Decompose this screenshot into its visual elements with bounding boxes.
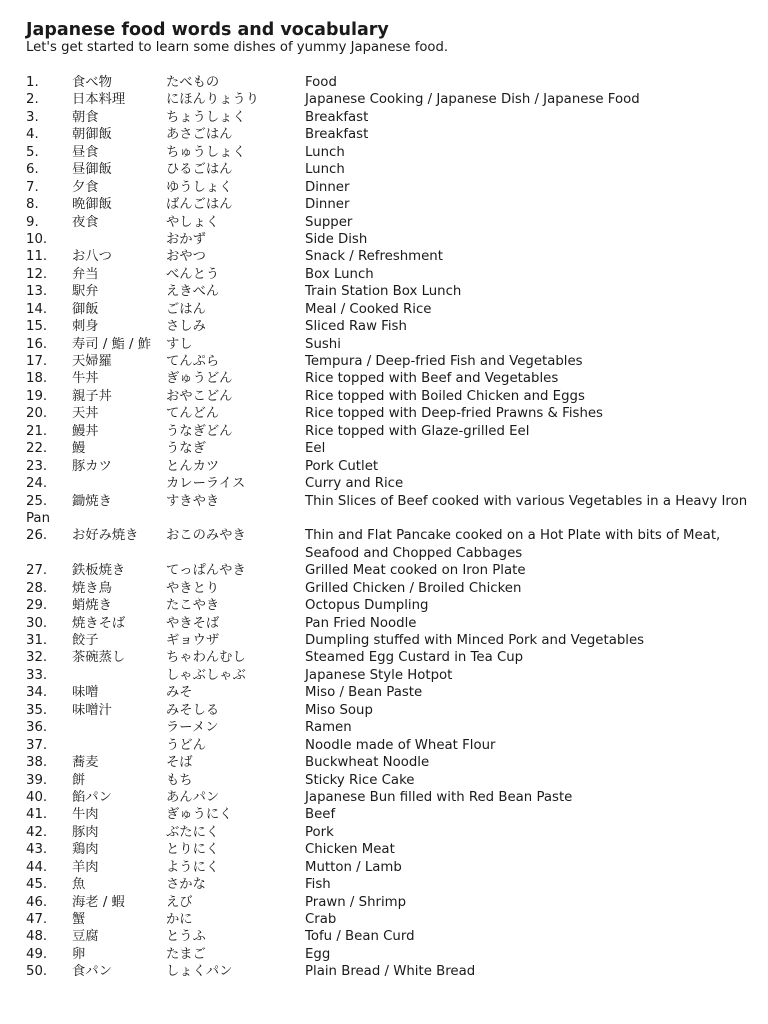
kana-reading: うどん bbox=[166, 737, 206, 753]
vocab-row bbox=[0, 963, 768, 980]
english-meaning: Lunch bbox=[305, 144, 345, 160]
english-meaning: Octopus Dumpling bbox=[305, 598, 429, 614]
english-meaning: Eel bbox=[305, 441, 326, 457]
kanji-term: 卵 bbox=[72, 946, 86, 962]
kanji-term: 食べ物 bbox=[72, 75, 112, 90]
kanji-term: 牛肉 bbox=[72, 807, 99, 823]
english-meaning: Curry and Rice bbox=[305, 476, 404, 492]
item-number: 21. bbox=[26, 423, 48, 439]
vocab-row bbox=[0, 719, 768, 736]
english-meaning: Japanese Bun filled with Red Bean Paste bbox=[305, 789, 573, 805]
vocab-row bbox=[0, 911, 768, 928]
english-meaning: Miso / Bean Paste bbox=[305, 685, 423, 701]
kana-reading: みそしる bbox=[166, 702, 220, 718]
kanji-term: 餡パン bbox=[72, 789, 112, 805]
english-meaning: Beef bbox=[305, 807, 336, 823]
vocab-row bbox=[0, 91, 768, 108]
item-number: 50. bbox=[26, 964, 48, 980]
english-meaning: Miso Soup bbox=[305, 702, 373, 718]
kanji-term: 朝御飯 bbox=[72, 127, 112, 143]
vocab-row bbox=[0, 109, 768, 126]
item-number: 11. bbox=[26, 249, 48, 265]
item-number: 18. bbox=[26, 371, 48, 387]
vocab-row bbox=[0, 440, 768, 457]
vocab-row bbox=[0, 248, 768, 265]
kanji-term: 夜食 bbox=[72, 214, 99, 230]
item-number: 42. bbox=[26, 824, 48, 840]
item-number: 8. bbox=[26, 197, 39, 213]
item-number: 37. bbox=[26, 737, 48, 753]
item-number: 28. bbox=[26, 580, 48, 596]
english-meaning: Steamed Egg Custard in Tea Cup bbox=[305, 650, 524, 666]
kana-reading: さかな bbox=[166, 877, 206, 893]
vocab-row bbox=[0, 894, 768, 911]
vocab-row bbox=[0, 859, 768, 876]
kana-reading: やしょく bbox=[166, 214, 220, 230]
vocab-row bbox=[0, 353, 768, 370]
kana-reading: もち bbox=[166, 772, 193, 788]
kanji-term: 寿司 / 鮨 / 鮓 bbox=[72, 336, 152, 352]
item-number: 38. bbox=[26, 755, 48, 771]
item-number: 25. bbox=[26, 493, 48, 509]
english-meaning: Pork Cutlet bbox=[305, 458, 379, 474]
english-meaning: Plain Bread / White Bread bbox=[305, 964, 476, 980]
vocab-row bbox=[0, 301, 768, 318]
english-meaning: Meal / Cooked Rice bbox=[305, 301, 432, 317]
kanji-term: 晩御飯 bbox=[72, 197, 112, 213]
english-meaning: Sliced Raw Fish bbox=[305, 319, 407, 335]
english-meaning: Box Lunch bbox=[305, 266, 374, 282]
kanji-term: 魚 bbox=[72, 877, 86, 893]
kanji-term: 天婦羅 bbox=[72, 354, 112, 369]
item-number: 19. bbox=[26, 388, 48, 404]
kanji-term: 海老 / 蝦 bbox=[72, 894, 125, 910]
english-meaning: Chicken Meat bbox=[305, 842, 395, 858]
item-number: 49. bbox=[26, 946, 48, 962]
vocab-row bbox=[0, 196, 768, 213]
vocab-row bbox=[0, 824, 768, 841]
vocab-row bbox=[0, 388, 768, 405]
item-number: 10. bbox=[26, 231, 48, 247]
kanji-term: 鰻丼 bbox=[72, 423, 99, 439]
kana-reading: ちゃわんむし bbox=[166, 650, 246, 666]
item-number: 43. bbox=[26, 842, 48, 858]
kana-reading: みそ bbox=[166, 685, 193, 701]
english-meaning: Crab bbox=[305, 912, 337, 928]
kanji-term: 駅弁 bbox=[72, 284, 99, 300]
kanji-term: 食パン bbox=[72, 964, 112, 980]
item-number: 4. bbox=[26, 127, 39, 143]
kanji-term: 焼きそば bbox=[72, 615, 126, 631]
vocab-row bbox=[0, 946, 768, 963]
english-meaning: Sticky Rice Cake bbox=[305, 772, 415, 788]
kana-reading: ラーメン bbox=[166, 720, 219, 736]
kana-reading: てっぱんやき bbox=[166, 563, 246, 579]
kana-reading: てんどん bbox=[166, 406, 220, 422]
kana-reading: とうふ bbox=[166, 929, 206, 945]
item-number: 14. bbox=[26, 301, 48, 317]
item-number: 48. bbox=[26, 929, 48, 945]
vocab-row bbox=[0, 876, 768, 893]
item-number: 46. bbox=[26, 894, 48, 910]
english-meaning: Thin and Flat Pancake cooked on a Hot Plate with bits of Meat, Seafood and Chopped Cabbages bbox=[305, 528, 721, 561]
vocab-row bbox=[0, 318, 768, 335]
kana-reading: ようにく bbox=[166, 859, 220, 875]
kana-reading: しゃぶしゃぶ bbox=[166, 667, 246, 683]
kana-reading: やきそば bbox=[166, 615, 220, 631]
item-number: 1. bbox=[26, 75, 39, 90]
kana-reading: ひるごはん bbox=[166, 162, 233, 178]
item-number: 26. bbox=[26, 528, 48, 544]
english-meaning: Breakfast bbox=[305, 109, 369, 125]
kanji-term: 鰻 bbox=[72, 441, 86, 457]
english-meaning: Mutton / Lamb bbox=[305, 859, 402, 875]
vocab-row bbox=[0, 737, 768, 754]
vocab-row bbox=[0, 789, 768, 806]
kanji-term: 日本料理 bbox=[72, 92, 126, 108]
item-number: 16. bbox=[26, 336, 48, 352]
kana-reading: さしみ bbox=[166, 319, 206, 335]
english-meaning: Buckwheat Noodle bbox=[305, 755, 430, 771]
kanji-term: 豚カツ bbox=[72, 458, 112, 474]
item-number: 3. bbox=[26, 109, 39, 125]
kana-reading: カレーライス bbox=[166, 476, 246, 492]
english-meaning: Train Station Box Lunch bbox=[305, 284, 462, 300]
english-meaning: Noodle made of Wheat Flour bbox=[305, 737, 496, 753]
item-number: 32. bbox=[26, 650, 48, 666]
kana-reading: ちゅうしょく bbox=[166, 144, 246, 160]
english-meaning: Ramen bbox=[305, 720, 352, 736]
item-number: 45. bbox=[26, 877, 48, 893]
vocab-row bbox=[0, 841, 768, 858]
vocab-row bbox=[0, 126, 768, 143]
item-number: 2. bbox=[26, 92, 39, 108]
item-number: 5. bbox=[26, 144, 39, 160]
vocab-row bbox=[0, 649, 768, 666]
kanji-term: 親子丼 bbox=[72, 388, 112, 404]
kana-reading: えきべん bbox=[166, 284, 220, 300]
kana-reading: しょくパン bbox=[166, 964, 233, 980]
kanji-term: 鋤焼き bbox=[72, 493, 112, 509]
kana-reading: うなぎ bbox=[166, 441, 206, 457]
english-meaning: Grilled Chicken / Broiled Chicken bbox=[305, 580, 522, 596]
english-meaning: Sushi bbox=[305, 336, 341, 352]
kanji-term: 蟹 bbox=[72, 912, 86, 928]
kanji-term: 鉄板焼き bbox=[72, 563, 126, 579]
kana-reading: えび bbox=[166, 894, 193, 910]
vocab-row bbox=[0, 772, 768, 789]
english-meaning: Rice topped with Beef and Vegetables bbox=[305, 371, 559, 387]
english-meaning: Japanese Style Hotpot bbox=[305, 667, 453, 683]
kana-reading: とりにく bbox=[166, 842, 220, 858]
vocab-row bbox=[0, 527, 768, 562]
english-meaning: Dinner bbox=[305, 197, 350, 213]
item-number: 44. bbox=[26, 859, 48, 875]
english-meaning: Dumpling stuffed with Minced Pork and Vegetables bbox=[305, 633, 645, 649]
item-number: 12. bbox=[26, 266, 48, 282]
kana-reading: そば bbox=[166, 755, 193, 771]
english-meaning-continued: Pan bbox=[26, 510, 50, 526]
kanji-term: 御飯 bbox=[72, 301, 99, 317]
kana-reading: とんカツ bbox=[166, 458, 220, 474]
kanji-term: 焼き鳥 bbox=[72, 580, 112, 596]
vocab-row bbox=[0, 214, 768, 231]
kana-reading: やきとり bbox=[166, 580, 220, 596]
item-number: 15. bbox=[26, 319, 48, 335]
item-number: 30. bbox=[26, 615, 48, 631]
kanji-term: 味噌汁 bbox=[72, 702, 112, 718]
vocab-row bbox=[0, 667, 768, 684]
vocab-row bbox=[0, 562, 768, 579]
vocab-row bbox=[0, 615, 768, 632]
kanji-term: 昼食 bbox=[72, 144, 99, 160]
kanji-term: 蛸焼き bbox=[72, 598, 112, 614]
vocab-row bbox=[0, 754, 768, 771]
item-number: 6. bbox=[26, 162, 39, 178]
vocab-row bbox=[0, 702, 768, 719]
item-number: 47. bbox=[26, 912, 48, 928]
item-number: 7. bbox=[26, 179, 39, 195]
kanji-term: 天丼 bbox=[72, 406, 99, 422]
vocab-row bbox=[0, 458, 768, 475]
kanji-term: 弁当 bbox=[72, 266, 99, 282]
english-meaning: Egg bbox=[305, 946, 331, 962]
item-number: 17. bbox=[26, 354, 48, 369]
vocab-row bbox=[0, 405, 768, 422]
english-meaning: Prawn / Shrimp bbox=[305, 894, 407, 910]
english-meaning: Pork bbox=[305, 824, 334, 840]
kana-reading: ぶたにく bbox=[166, 824, 220, 840]
item-number: 40. bbox=[26, 789, 48, 805]
vocab-row bbox=[0, 179, 768, 196]
english-meaning: Supper bbox=[305, 214, 353, 230]
kana-reading: ゆうしょく bbox=[166, 179, 233, 195]
kana-reading: にほんりょうり bbox=[166, 92, 260, 108]
kanji-term: 豆腐 bbox=[72, 929, 99, 945]
kanji-term: 茶碗蒸し bbox=[72, 650, 126, 666]
kana-reading: うなぎどん bbox=[166, 423, 233, 439]
kana-reading: おこのみやき bbox=[166, 528, 246, 544]
english-meaning: Breakfast bbox=[305, 127, 369, 143]
kanji-term: お八つ bbox=[72, 249, 112, 265]
vocab-row bbox=[0, 231, 768, 248]
vocab-row bbox=[0, 928, 768, 945]
kana-reading: かに bbox=[166, 912, 193, 928]
vocab-row bbox=[0, 475, 768, 492]
english-meaning: Rice topped with Deep-fried Prawns & Fishes bbox=[305, 406, 603, 422]
vocab-row bbox=[0, 423, 768, 440]
vocab-row bbox=[0, 370, 768, 387]
vocab-row bbox=[0, 336, 768, 353]
kana-reading: たまご bbox=[166, 946, 206, 962]
english-meaning: Japanese Cooking / Japanese Dish / Japanese Food bbox=[305, 92, 640, 108]
english-meaning: Rice topped with Boiled Chicken and Eggs bbox=[305, 388, 585, 404]
kanji-term: 味噌 bbox=[72, 685, 99, 701]
item-number: 36. bbox=[26, 720, 48, 736]
kanji-term: 蕎麦 bbox=[72, 755, 99, 771]
item-number: 31. bbox=[26, 633, 48, 649]
kana-reading: おやつ bbox=[166, 249, 206, 265]
kana-reading: てんぷら bbox=[166, 354, 220, 369]
item-number: 29. bbox=[26, 598, 48, 614]
kanji-term: 牛丼 bbox=[72, 371, 99, 387]
kanji-term: 昼御飯 bbox=[72, 162, 112, 178]
item-number: 41. bbox=[26, 807, 48, 823]
kanji-term: お好み焼き bbox=[72, 528, 139, 544]
english-meaning: Snack / Refreshment bbox=[305, 249, 443, 265]
kanji-term: 餅 bbox=[72, 772, 86, 788]
english-meaning: Side Dish bbox=[305, 231, 368, 247]
kana-reading: あさごはん bbox=[166, 127, 233, 143]
vocab-row bbox=[0, 161, 768, 178]
kana-reading: たこやき bbox=[166, 598, 220, 614]
vocab-row bbox=[0, 266, 768, 283]
kana-reading: すきやき bbox=[166, 493, 220, 509]
vocab-row bbox=[0, 597, 768, 614]
kanji-term: 刺身 bbox=[72, 319, 99, 335]
vocab-row bbox=[0, 684, 768, 701]
kana-reading: ギョウザ bbox=[166, 633, 220, 649]
english-meaning: Fish bbox=[305, 877, 331, 893]
kanji-term: 豚肉 bbox=[72, 824, 99, 840]
english-meaning: Tempura / Deep-fried Fish and Vegetables bbox=[305, 354, 583, 369]
kanji-term: 餃子 bbox=[72, 633, 99, 649]
kana-reading: おかず bbox=[166, 231, 206, 247]
kanji-term: 夕食 bbox=[72, 179, 99, 195]
vocab-row bbox=[0, 283, 768, 300]
item-number: 39. bbox=[26, 772, 48, 788]
kanji-term: 鶏肉 bbox=[72, 842, 99, 858]
kana-reading: ごはん bbox=[166, 301, 206, 317]
item-number: 13. bbox=[26, 284, 48, 300]
kana-reading: ぎゅうにく bbox=[166, 807, 233, 823]
item-number: 23. bbox=[26, 458, 48, 474]
vocab-row bbox=[0, 632, 768, 649]
page-subtitle: Let's get started to learn some dishes of yummy Japanese food. bbox=[26, 40, 449, 55]
english-meaning: Dinner bbox=[305, 179, 350, 195]
vocab-row bbox=[0, 806, 768, 823]
kana-reading: たべもの bbox=[166, 75, 220, 90]
vocab-row bbox=[0, 74, 768, 91]
kanji-term: 羊肉 bbox=[72, 859, 99, 875]
vocab-row bbox=[0, 580, 768, 597]
english-meaning: Food bbox=[305, 75, 337, 90]
english-meaning: Thin Slices of Beef cooked with various Vegetables in a Heavy Iron bbox=[305, 493, 748, 509]
kana-reading: べんとう bbox=[166, 266, 220, 282]
english-meaning: Pan Fried Noodle bbox=[305, 615, 417, 631]
item-number: 35. bbox=[26, 702, 48, 718]
kana-reading: あんパン bbox=[166, 789, 220, 805]
vocabulary-list bbox=[0, 74, 768, 981]
item-number: 24. bbox=[26, 476, 48, 492]
kanji-term: 朝食 bbox=[72, 109, 99, 125]
item-number: 34. bbox=[26, 685, 48, 701]
english-meaning: Tofu / Bean Curd bbox=[305, 929, 415, 945]
item-number: 20. bbox=[26, 406, 48, 422]
page-title: Japanese food words and vocabulary bbox=[26, 20, 389, 40]
item-number: 27. bbox=[26, 563, 48, 579]
item-number: 9. bbox=[26, 214, 39, 230]
kana-reading: ぎゅうどん bbox=[166, 371, 233, 387]
english-meaning: Grilled Meat cooked on Iron Plate bbox=[305, 563, 526, 579]
vocab-row bbox=[0, 144, 768, 161]
english-meaning: Lunch bbox=[305, 162, 345, 178]
kana-reading: ばんごはん bbox=[166, 197, 233, 213]
english-meaning: Rice topped with Glaze-grilled Eel bbox=[305, 423, 530, 439]
kana-reading: すし bbox=[166, 336, 193, 352]
item-number: 22. bbox=[26, 441, 48, 457]
vocab-row bbox=[0, 493, 768, 528]
kana-reading: おやこどん bbox=[166, 388, 233, 404]
kana-reading: ちょうしょく bbox=[166, 109, 246, 125]
item-number: 33. bbox=[26, 667, 48, 683]
